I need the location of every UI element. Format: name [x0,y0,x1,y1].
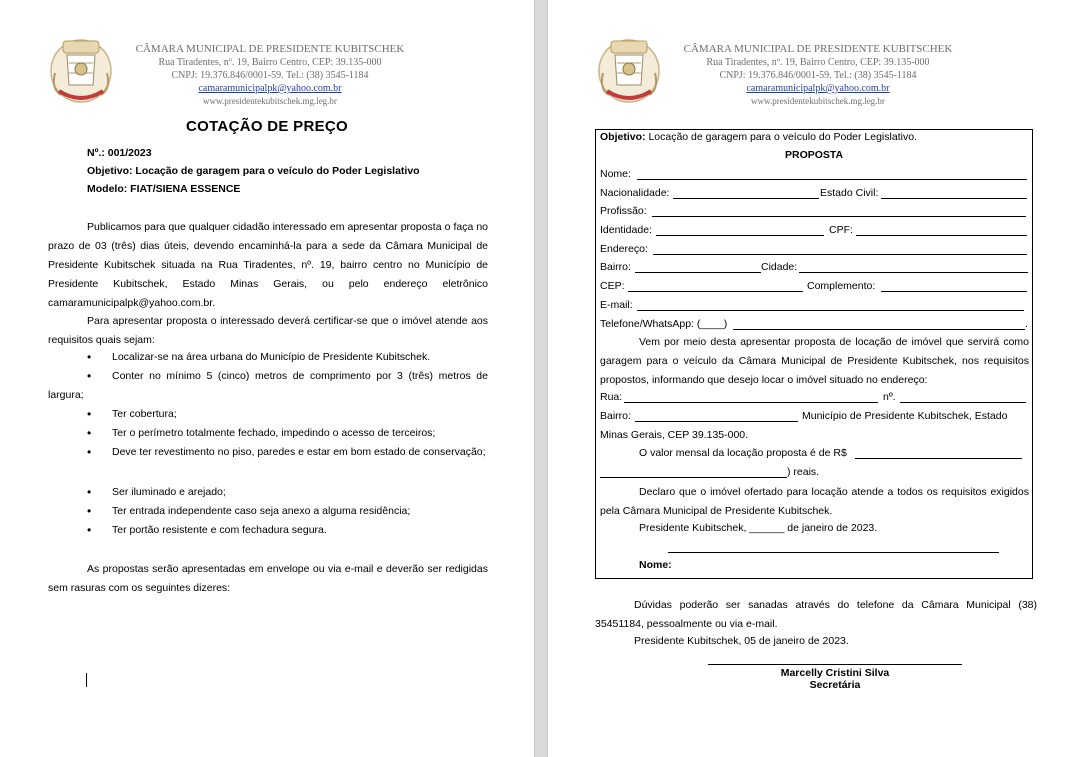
valor-extenso-field[interactable] [600,477,787,478]
box-date: Presidente Kubitschek, ______ de janeiro de 2023. [639,522,878,534]
letterhead-address: Rua Tiradentes, nº. 19, Bairro Centro, CEP: 39.135-000 [158,57,382,68]
requirement-item: Ter cobertura; [112,408,177,420]
rua-field[interactable] [624,402,878,403]
rua-label: Rua: [600,391,623,403]
requirement-item: Deve ter revestimento no piso, paredes e estar em bom estado de conservação; [112,446,486,458]
cpf-field[interactable] [856,235,1027,236]
letterhead-cnpj: CNPJ: 19.376.846/0001-59. Tel.: (38) 3545-1184 [719,70,917,81]
document-page-1 [0,0,534,757]
modelo-label: Modelo: FIAT/SIENA ESSENCE [87,183,241,195]
cidade-field[interactable] [799,272,1028,273]
letterhead-email-link[interactable]: camaramunicipalpk@yahoo.com.br [746,83,890,94]
complemento-field[interactable] [881,291,1027,292]
estado-civil-field[interactable] [881,198,1027,199]
profissao-field[interactable] [652,216,1026,217]
bullet: • [87,445,92,459]
cep-label: CEP: [600,280,625,292]
letterhead-address: Rua Tiradentes, nº. 19, Bairro Centro, CEP: 39.135-000 [706,57,930,68]
requirement-item: Ter entrada independente caso seja anexo a alguma residência; [112,505,411,517]
requirement-item: Conter no mínimo 5 (cinco) metros de comprimento por 3 (três) metros de largura; [48,370,488,401]
signature-name-label: Nome: [639,559,672,571]
numero-field[interactable] [900,402,1026,403]
valor-field[interactable] [855,458,1022,459]
objetivo-label: Objetivo: Locação de garagem para o veículo do Poder Legislativo [87,165,420,177]
letterhead-title: CÂMARA MUNICIPAL DE PRESIDENTE KUBITSCHEK [683,43,953,55]
letterhead-cnpj: CNPJ: 19.376.846/0001-59. Tel.: (38) 3545-1184 [171,70,369,81]
page-gutter [534,0,548,757]
contact-paragraph: Dúvidas poderão ser sanadas através do telefone da Câmara Municipal (38) 35451184, pessoalmente ou via e-mail. [595,599,1037,630]
nacionalidade-label: Nacionalidade: [600,187,670,199]
identidade-field[interactable] [656,235,824,236]
letterhead [120,43,420,108]
form-objetivo: Objetivo: Locação de garagem para o veículo do Poder Legislativo. [600,131,917,143]
letterhead-website: www.presidentekubitschek.mg.leg.br [751,96,885,106]
telefone-end: . [1025,318,1028,330]
profissao-label: Profissão: [600,205,647,217]
signer-role: Secretária [809,679,861,691]
bullet: • [87,485,92,499]
signer-name: Marcelly Cristini Silva [780,667,890,679]
letterhead-website: www.presidentekubitschek.mg.leg.br [203,96,337,106]
bairro-field[interactable] [635,272,761,273]
cpf-label: CPF: [829,224,853,236]
closing-paragraph: As propostas serão apresentadas em envelope ou via e-mail e deverão ser redigidas sem rasuras com os seguintes dizeres: [48,563,488,594]
municipio-text-cont: Minas Gerais, CEP 39.135-000. [600,429,749,441]
numero-label: nº. [883,391,896,403]
cep-field[interactable] [628,291,803,292]
estado-civil-label: Estado Civil: [820,187,879,199]
requirements-intro: Para apresentar proposta o interessado deverá certificar-se que o imóvel atende aos requisitos quais sejam: [48,315,488,346]
issue-date: Presidente Kubitschek, 05 de janeiro de 2023. [634,635,849,647]
nome-field[interactable] [637,179,1027,180]
requirement-item: Ter o perímetro totalmente fechado, impedindo o acesso de terceiros; [112,427,436,439]
endereco-field[interactable] [653,254,1027,255]
bullet: • [87,350,92,364]
endereco-label: Endereço: [600,243,648,255]
reais-label: ) reais. [787,466,820,478]
requirement-item: Ser iluminado e arejado; [112,486,226,498]
municipal-seal-logo [595,33,663,105]
requirement-item: Ter portão resistente e com fechadura segura. [112,524,327,536]
telefone-label: Telefone/WhatsApp: (____) [600,318,728,330]
declaration-paragraph: Vem por meio desta apresentar proposta de locação de imóvel que servirá como garagem para o veículo da Câmara Municipal de Presidente Kubitschek, nos requisitos propostos, informando que desejo locar o imóvel situado no endereço: [600,336,1029,386]
telefone-field[interactable] [733,329,1025,330]
document-page-2 [548,0,1083,757]
valor-label: O valor mensal da locação proposta é de R$ [639,447,847,459]
email-label: E-mail: [600,299,633,311]
bullet: • [87,369,92,383]
requirement-item: Localizar-se na área urbana do Município de Presidente Kubitschek. [112,351,431,363]
document-title: COTAÇÃO DE PREÇO [185,118,349,135]
intro-paragraph: Publicamos para que qualquer cidadão interessado em apresentar proposta o faça no prazo de 03 (três) dias úteis, devendo encaminhá-la para a sede da Câmara Municipal de Presidente Kubitschek situada na Rua Tiradentes, nº. 19, bairro centro no Município de Presidente Kubitschek, Estado Minas Gerais, ou pelo endereço eletrônico camaramunicipalpk@yahoo.com.br. [48,221,488,309]
bullet: • [87,426,92,440]
nome-label: Nome: [600,168,631,180]
bairro2-field[interactable] [635,421,798,422]
text-cursor [86,673,87,687]
bullet: • [87,504,92,518]
cidade-label: Cidade: [761,261,798,273]
secretary-signature-line [708,664,962,665]
nacionalidade-field[interactable] [673,198,819,199]
bairro-label: Bairro: [600,261,631,273]
municipal-seal-logo [47,33,115,105]
email-field[interactable] [637,310,1024,311]
proposta-heading: PROPOSTA [785,149,844,161]
declaration2-paragraph: Declaro que o imóvel ofertado para locação atende a todos os requisitos exigidos pela Câmara Municipal de Presidente Kubitschek. [600,486,1029,517]
bairro2-label: Bairro: [600,410,631,422]
complemento-label: Complemento: [807,280,876,292]
identidade-label: Identidade: [600,224,652,236]
letterhead-title: CÂMARA MUNICIPAL DE PRESIDENTE KUBITSCHEK [135,43,405,55]
letterhead [668,43,968,108]
bullet: • [87,407,92,421]
signature-line [668,552,999,553]
bullet: • [87,523,92,537]
numero-label: Nº.: 001/2023 [87,147,152,159]
letterhead-email-link[interactable]: camaramunicipalpk@yahoo.com.br [198,83,342,94]
municipio-text: Município de Presidente Kubitschek, Estado [802,410,1008,422]
